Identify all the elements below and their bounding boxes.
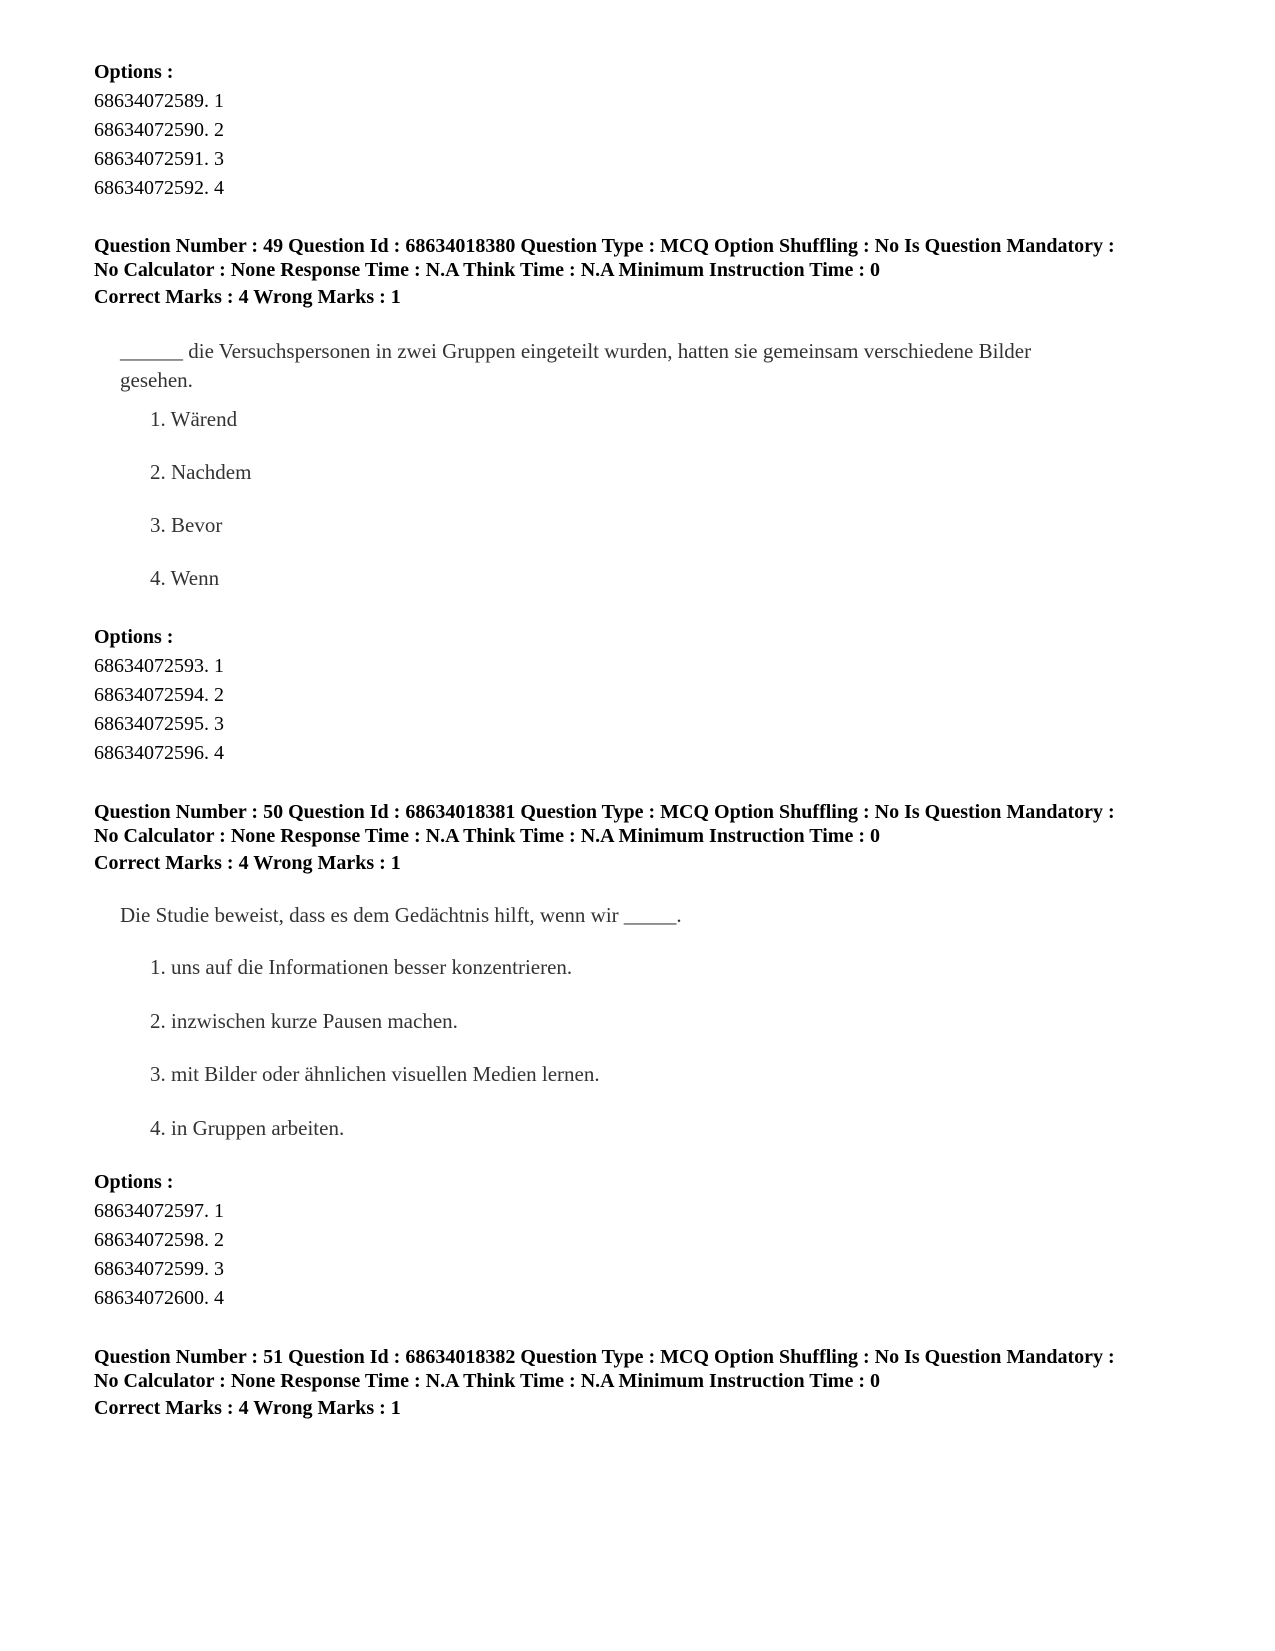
choice-item: 2. Nachdem	[150, 460, 252, 484]
choice-item: 1. Wärend	[150, 407, 238, 431]
choice-item: 3. Bevor	[150, 513, 223, 537]
question-text-end: .	[676, 903, 682, 927]
question-meta-line: Question Number : 51 Question Id : 68634018382 Question Type : MCQ Option Shuffling : No Is Question Mandatory :	[94, 1346, 1115, 1368]
question-49-options	[94, 623, 224, 768]
question-51-marks: Correct Marks : 4 Wrong Marks : 1	[94, 1397, 401, 1419]
question-meta-line: No Calculator : None Response Time : N.A Think Time : N.A Minimum Instruction Time : 0	[94, 1370, 880, 1392]
question-49-meta	[94, 234, 1214, 282]
option-line: 68634072596. 4	[94, 742, 224, 764]
question-text: die Versuchspersonen in zwei Gruppen eingeteilt wurden, hatten sie gemeinsam verschiedene Bilder	[183, 339, 1032, 363]
options-heading: Options :	[94, 626, 174, 648]
question-50-text	[120, 901, 1180, 930]
option-line: 68634072589. 1	[94, 90, 224, 112]
options-heading: Options :	[94, 61, 174, 83]
options-heading: Options :	[94, 1171, 174, 1193]
question-51-meta	[94, 1345, 1214, 1393]
option-line: 68634072598. 2	[94, 1229, 224, 1251]
top-options-block	[94, 58, 224, 203]
choice-item: 4. in Gruppen arbeiten.	[150, 1116, 345, 1140]
option-line: 68634072594. 2	[94, 684, 224, 706]
option-line: 68634072593. 1	[94, 655, 224, 677]
option-line: 68634072592. 4	[94, 177, 224, 199]
question-meta-line: No Calculator : None Response Time : N.A Think Time : N.A Minimum Instruction Time : 0	[94, 259, 880, 281]
option-line: 68634072591. 3	[94, 148, 224, 170]
question-50-marks: Correct Marks : 4 Wrong Marks : 1	[94, 852, 401, 874]
option-line: 68634072595. 3	[94, 713, 224, 735]
question-49-text	[120, 337, 1180, 395]
option-line: 68634072597. 1	[94, 1200, 224, 1222]
question-blank: _____	[623, 903, 677, 927]
choice-item: 4. Wenn	[150, 566, 220, 590]
question-meta-line: Question Number : 50 Question Id : 68634018381 Question Type : MCQ Option Shuffling : No Is Question Mandatory :	[94, 801, 1115, 823]
choice-item: 2. inzwischen kurze Pausen machen.	[150, 1009, 458, 1033]
question-blank: ______	[120, 339, 183, 363]
choice-item: 1. uns auf die Informationen besser konzentrieren.	[150, 955, 573, 979]
question-50-meta	[94, 800, 1214, 848]
question-50-options	[94, 1168, 224, 1313]
question-49-marks: Correct Marks : 4 Wrong Marks : 1	[94, 286, 401, 308]
option-line: 68634072590. 2	[94, 119, 224, 141]
question-text: Die Studie beweist, dass es dem Gedächtnis hilft, wenn wir	[120, 903, 624, 927]
choice-item: 3. mit Bilder oder ähnlichen visuellen Medien lernen.	[150, 1062, 600, 1086]
option-line: 68634072600. 4	[94, 1287, 224, 1309]
option-line: 68634072599. 3	[94, 1258, 224, 1280]
question-meta-line: Question Number : 49 Question Id : 68634018380 Question Type : MCQ Option Shuffling : No Is Question Mandatory :	[94, 235, 1115, 257]
question-text-line2: gesehen.	[120, 368, 193, 392]
question-meta-line: No Calculator : None Response Time : N.A Think Time : N.A Minimum Instruction Time : 0	[94, 825, 880, 847]
